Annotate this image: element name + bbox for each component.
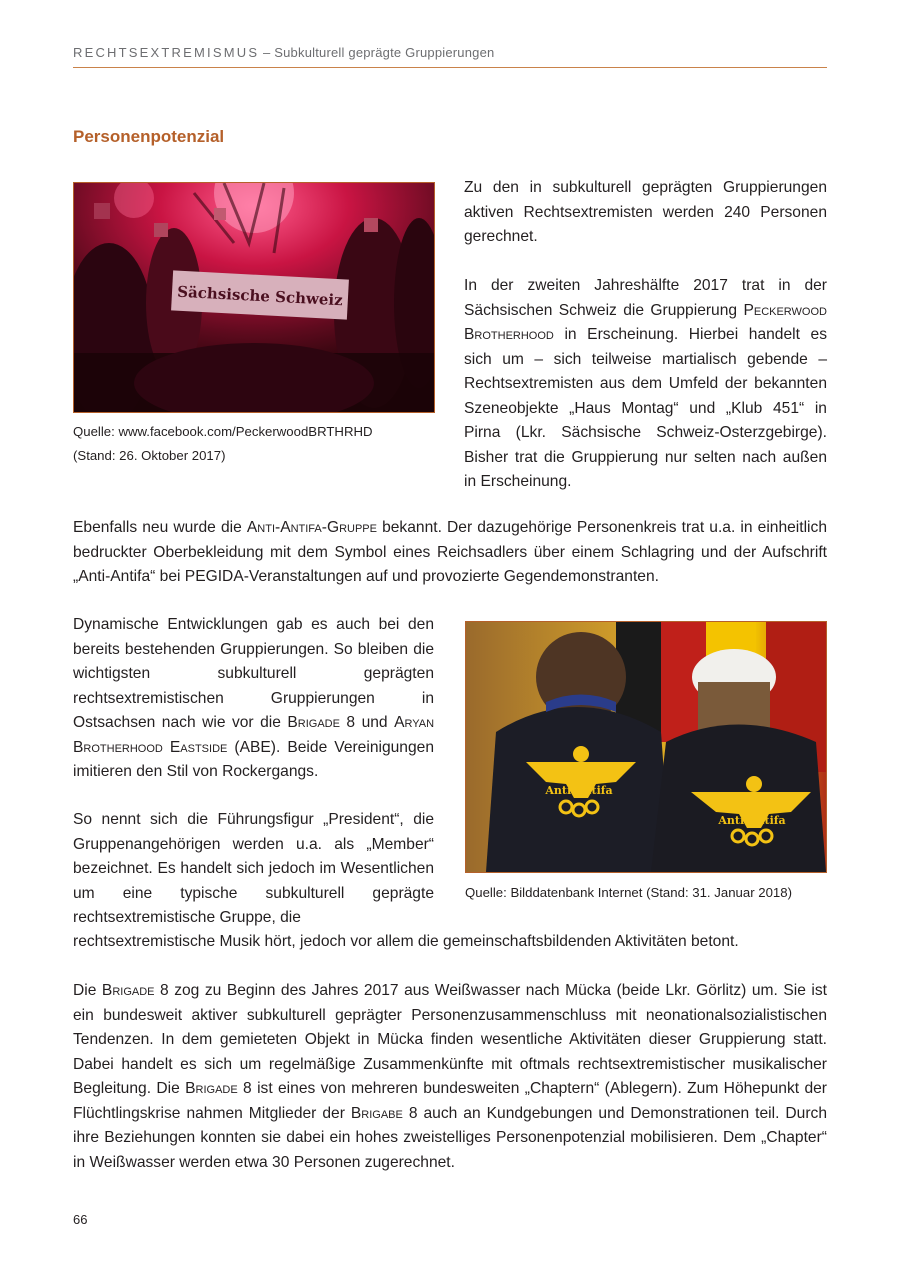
rally-photo: [73, 182, 435, 413]
running-header: [73, 45, 827, 68]
rally-photo-image: [74, 183, 434, 412]
group-name-brigade: Brigade: [287, 714, 340, 731]
figure2-caption: Quelle: Bilddatenbank Internet (Stand: 31. Januar 2018): [465, 885, 792, 900]
paragraph-6: Die Brigade 8 zog zu Beginn des Jahres 2017 aus Weißwasser nach Mücka (beide Lkr. Görlitz) um. Sie ist ein bundesweit aktiver subkulturell geprägter Personenzusammenschluss mit neonationalsozialistischen Tendenzen. In dem gemieteten Objekt in Mücka finden wesentliche Aktivitäten dieser Gruppierung statt. Dabei handelt es sich um regelmäßige Zusammenkünfte mit oftmals rechtsextremistischer musikalischer Begleitung. Die Brigade 8 ist eines von mehreren bundesweiten „Chaptern“ (Ablegern). Zum Höhepunkt der Flüchtlingskrise nahmen Mitglieder der Brigabe 8 auch an Kundgebungen und Demonstrationen teil. Durch ihre Beziehungen konnten sie dabei ein hohes zweistelliges Personenpotenzial mobilisieren. Dem „Chapter“ in Weißwasser werden etwa 30 Personen zugerechnet.: [73, 982, 827, 1171]
jacket-photo-image: [466, 622, 826, 872]
jacket-photo: [465, 621, 827, 873]
figure1-caption-line2: (Stand: 26. Oktober 2017): [73, 448, 226, 463]
figure1-caption: [73, 420, 373, 468]
group-name-peckerwood: Peckerwood Brotherhood: [464, 301, 827, 343]
header-subtitle: – Subkulturell geprägte Gruppierungen: [259, 45, 495, 60]
figure1-caption-line1: Quelle: www.facebook.com/PeckerwoodBRTHRHD: [73, 424, 373, 439]
paragraph-4: Dynamische Entwicklungen gab es auch bei den bereits bestehenden Gruppierungen. So bleiben die wichtigsten subkulturell geprägten rechtsextremistischen Gruppierungen in Ostsachsen nach wie vor die Brigade 8 und Aryan Brotherhood Eastside (ABE). Beide Vereinigungen imitieren den Stil von Rockergangs.: [73, 616, 435, 780]
paragraph-2: In der zweiten Jahreshälfte 2017 trat in der Sächsischen Schweiz die Gruppierung Peckerwood Brotherhood in Erscheinung. Hierbei handelt es sich um – sich teilweise martialisch gebende – Rechtsextremisten aus dem Umfeld der bekannten Szeneobjekte „Haus Montag“ und „Klub 451“ in Pirna (Lkr. Sächsische Schweiz-Osterzgebirge). Bisher trat die Gruppierung nur selten nach außen in Erscheinung.: [464, 277, 827, 490]
page-number: 66: [73, 1212, 88, 1227]
section-heading: Personenpotenzial: [73, 127, 225, 146]
group-name-abe: Aryan Brotherhood Eastside: [73, 714, 435, 756]
paragraph-5-end: rechtsextremistische Musik hört, jedoch vor allem die gemeinschaftsbildenden Aktivitäten betont.: [73, 933, 739, 950]
paragraph-1: Zu den in subkulturell geprägten Gruppierungen aktiven Rechtsextremisten werden 240 Personen gerechnet.: [464, 179, 827, 245]
paragraph-3: Ebenfalls neu wurde die Anti-Antifa-Gruppe bekannt. Der dazugehörige Personenkreis trat u.a. in einheitlich bedruckter Oberbekleidung mit dem Symbol eines Reichsadlers über einem Schlagring und der Aufschrift „Anti-Antifa“ bei PEGIDA-Veranstaltungen auf und provozierte Gegendemonstranten.: [73, 519, 827, 585]
group-name-anti-antifa: Anti-Antifa-Gruppe: [246, 519, 377, 536]
paragraph-5: So nennt sich die Führungsfigur „President“, die Gruppenangehörigen werden u.a. als „Member“ bezeichnet. Es handelt sich jedoch im Wesentlichen um eine typische subkulturell geprägte rechtsextremistische Gruppe, die: [73, 811, 434, 926]
header-section: RECHTSEXTREMISMUS: [73, 45, 260, 60]
banner-text: Sächsische Schweiz: [176, 282, 344, 310]
jacket-text-left: Anti Antifa: [545, 784, 613, 797]
jacket-text-right: Anti Antifa: [718, 814, 786, 827]
